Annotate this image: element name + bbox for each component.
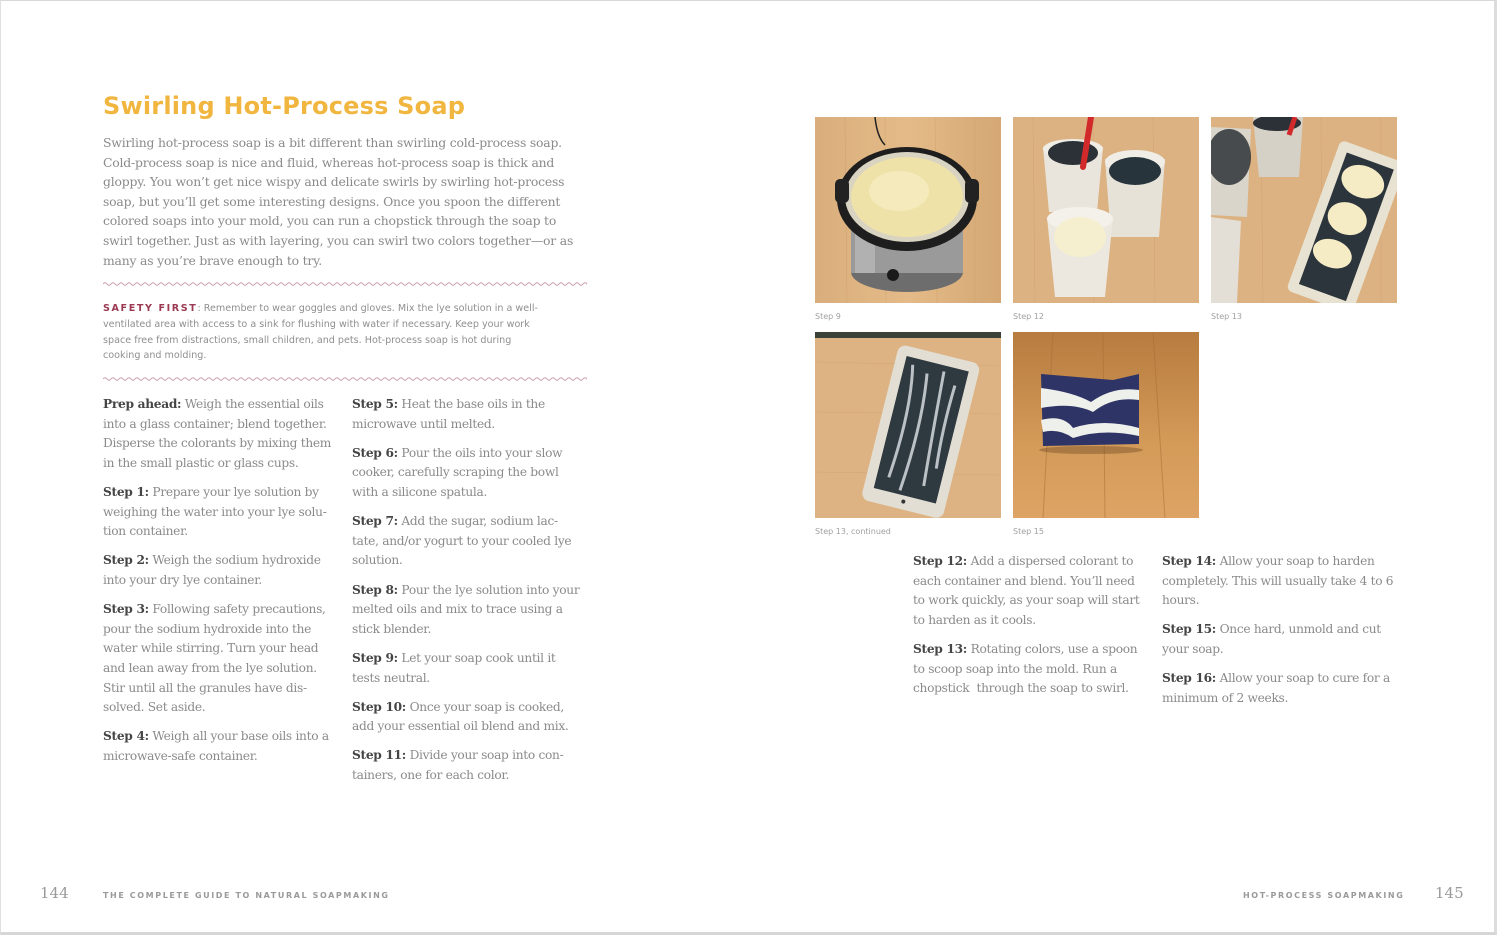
photo-caption: Step 12 — [1013, 312, 1044, 321]
step-1 — [103, 483, 335, 542]
step-label: Step 13: — [913, 641, 968, 656]
page-number-left: 144 — [40, 884, 69, 902]
step-text: Pour the oils into your slow cooker, carefully scraping the bowl with a silicone spatula. — [352, 445, 563, 499]
photo-caption: Step 9 — [815, 312, 841, 321]
steps-column-2 — [352, 395, 584, 795]
step-10 — [352, 698, 584, 737]
intro-paragraph: Swirling hot-process soap is a bit different than swirling cold-process soap. Cold-process soap is nice and fluid, whereas hot-process soap is thick and gloppy. You won’t get nice wispy and delicate swirls by swirling hot-process soap, but you’ll get some interesting designs. Once you spoon the different colored soaps into your mold, you can run a chopstick through the soap to swirl together. Just as with layering, you can swirl two colors together—or as many as you’re brave enough to try. — [103, 135, 574, 268]
wavy-divider-bottom — [103, 375, 587, 383]
safety-text: : Remember to wear goggles and gloves. Mix the lye solution in a well-ventilated area with access to a sink for flushing with water if necessary. Keep your work space free from distractions, small children, and pets. Hot-process soap is hot during cooking and molding. — [103, 303, 538, 362]
step-text: Divide your soap into con-tainers, one for each color. — [352, 748, 564, 783]
step-text: Let your soap cook until it tests neutral. — [352, 650, 556, 685]
photo-caption: Step 13 — [1211, 312, 1242, 321]
wavy-divider-top — [103, 280, 587, 288]
steps-column-3 — [913, 552, 1145, 708]
step-text: Add the sugar, sodium lac-tate, and/or yogurt to your cooled lye solution. — [352, 514, 572, 568]
step-text: Once your soap is cooked, add your essential oil blend and mix. — [352, 699, 569, 734]
photo-step-12 — [1013, 117, 1199, 303]
step-prep-ahead — [103, 395, 335, 473]
photo-step-13-continued — [815, 332, 1001, 518]
step-label: Step 1: — [103, 484, 149, 499]
step-label: Step 15: — [1162, 622, 1217, 637]
step-text: Pour the lye solution into your melted oils and mix to trace using a stick blender. — [352, 582, 580, 636]
step-label: Prep ahead: — [103, 397, 182, 411]
step-15 — [1162, 620, 1394, 659]
photo-caption: Step 15 — [1013, 527, 1044, 536]
step-text: Weigh the sodium hydroxide into your dry lye container. — [103, 553, 321, 587]
step-label: Step 2: — [103, 553, 149, 568]
step-6 — [352, 444, 584, 503]
step-text: Allow your soap to harden completely. This will usually take 4 to 6 hours. — [1162, 554, 1394, 608]
step-12 — [913, 552, 1145, 630]
step-label: Step 7: — [352, 514, 398, 529]
page-title: Swirling Hot-Process Soap — [103, 92, 466, 120]
photo-step-9 — [815, 117, 1001, 303]
step-label: Step 4: — [103, 729, 149, 744]
safety-note — [103, 301, 543, 364]
step-4 — [103, 727, 335, 766]
step-text: Add a dispersed colorant to each container and blend. You’ll need to work quickly, as your soap will start to harden as it cools. — [913, 554, 1140, 627]
step-text: Prepare your lye solution by weighing the water into your lye solu-tion container. — [103, 484, 327, 539]
step-7 — [352, 512, 584, 571]
step-3 — [103, 600, 335, 718]
steps-column-4 — [1162, 552, 1394, 718]
step-label: Step 12: — [913, 554, 968, 568]
safety-label: SAFETY FIRST — [103, 303, 198, 314]
step-label: Step 14: — [1162, 554, 1217, 568]
step-14 — [1162, 552, 1394, 611]
photo-step-15 — [1013, 332, 1199, 518]
step-11 — [352, 746, 584, 785]
step-text: Allow your soap to cure for a minimum of 2 weeks. — [1162, 671, 1390, 705]
step-text: Heat the base oils in the microwave until melted. — [352, 397, 545, 431]
running-head-right: HOT-PROCESS SOAPMAKING — [1243, 891, 1405, 900]
step-13 — [913, 640, 1145, 699]
step-text: Weigh all your base oils into a microwave-safe container. — [103, 729, 329, 763]
step-label: Step 16: — [1162, 671, 1217, 686]
step-text: Rotating colors, use a spoon to scoop soap into the mold. Run a chopstick through the soap to swirl. — [913, 641, 1141, 696]
page-number-right: 145 — [1435, 884, 1464, 902]
running-head-left: THE COMPLETE GUIDE TO NATURAL SOAPMAKING — [103, 891, 390, 900]
step-label: Step 3: — [103, 602, 149, 617]
step-label: Step 5: — [352, 397, 398, 411]
step-2 — [103, 551, 335, 590]
step-text: Weigh the essential oils into a glass container; blend together. Disperse the colorants by mixing them in the small plastic or glass cups. — [103, 397, 332, 470]
step-text: Once hard, unmold and cut your soap. — [1162, 622, 1381, 656]
step-9 — [352, 649, 584, 688]
step-16 — [1162, 669, 1394, 708]
step-label: Step 10: — [352, 699, 407, 714]
step-label: Step 9: — [352, 650, 398, 665]
steps-column-1 — [103, 395, 335, 776]
step-label: Step 6: — [352, 445, 398, 460]
step-8 — [352, 581, 584, 640]
step-label: Step 8: — [352, 582, 398, 597]
step-label: Step 11: — [352, 748, 407, 763]
step-5 — [352, 395, 584, 434]
photo-step-13 — [1211, 117, 1397, 303]
step-text: Following safety precautions, pour the sodium hydroxide into the water while stirring. Turn your head and lean away from the lye solution. Stir until all the granules have dis-solved. Set aside. — [103, 602, 326, 715]
photo-caption: Step 13, continued — [815, 527, 891, 536]
